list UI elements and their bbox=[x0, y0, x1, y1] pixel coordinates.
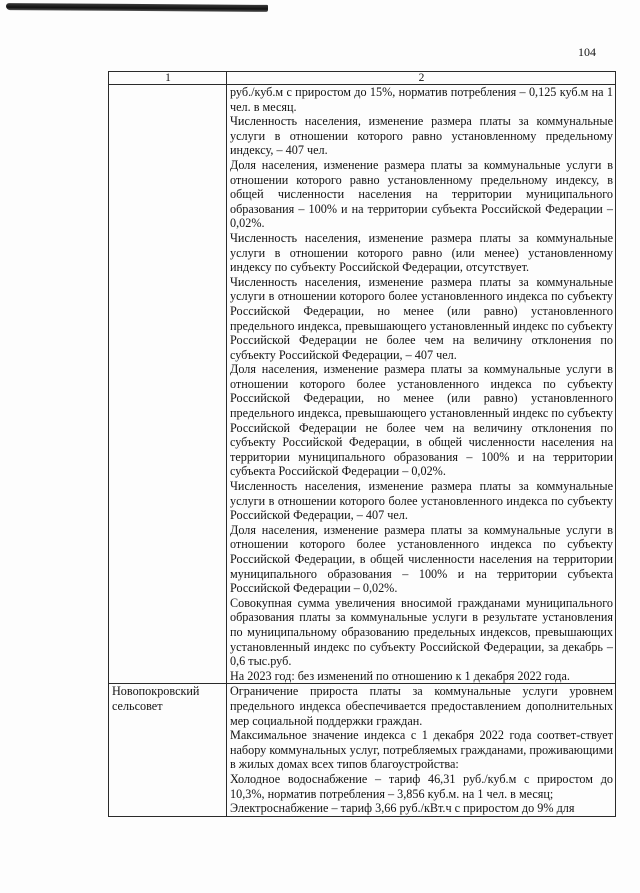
description-cell bbox=[227, 85, 616, 684]
paragraph: Численность населения, изменение размера платы за коммунальные услуги в отношении которого равно установленному предельному индексу, – 407 чел. bbox=[230, 114, 613, 158]
paragraph: Электроснабжение – тариф 3,66 руб./кВт.ч с приростом до 9% для bbox=[230, 801, 575, 816]
district-cell bbox=[109, 85, 227, 684]
description-cell bbox=[227, 684, 616, 816]
paragraph: На 2023 год: без изменений по отношению к 1 декабря 2022 года. bbox=[230, 668, 570, 683]
paragraph: руб./куб.м с приростом до 15%, норматив потребления – 0,125 куб.м на 1 чел. в месяц. bbox=[230, 85, 613, 114]
column-header-1: 1 bbox=[109, 72, 227, 85]
paragraph: Численность населения, изменение размера платы за коммунальные услуги в отношении которого равно (или менее) установленному индексу по субъекту Российской Федерации, отсутствует. bbox=[230, 230, 613, 275]
scan-artifact-mark bbox=[6, 3, 268, 12]
paragraph: Доля населения, изменение размера платы за коммунальные услуги в отношении которого более установленного индекса по субъекту Российской Федерации, но менее (или равно) установленного предельного индекса, превышающего установленный индекс по субъекту Российской Федерации не более чем на величину отклонения по субъекту Российской Федерации, в общей численности населения на территории муниципального образования – 100% и на территории субъекта Российской Федерации – 0,02%. bbox=[230, 362, 613, 479]
paragraph: Доля населения, изменение размера платы за коммунальные услуги в отношении которого более установленного индекса по субъекту Российской Федерации, в общей численности населения на территории муниципального образования – 100% и на территории субъекта Российской Федерации – 0,02%. bbox=[230, 522, 613, 596]
paragraph: Численность населения, изменение размера платы за коммунальные услуги в отношении которого более установленного индекса по субъекту Российской Федерации, – 407 чел. bbox=[230, 479, 613, 523]
paragraph: Холодное водоснабжение – тариф 46,31 руб./куб.м с приростом до 10,3%, норматив потребления – 3,856 куб.м. на 1 чел. в месяц; bbox=[230, 771, 613, 801]
table-row bbox=[109, 85, 616, 684]
paragraph: Численность населения, изменение размера платы за коммунальные услуги в отношении которого более установленного индекса по субъекту Российской Федерации, но менее (или равно) установленного предельного индекса, превышающего установленный индекс по субъекту Российской Федерации не более чем на величину отклонения по субъекту Российской Федерации, – 407 чел. bbox=[230, 274, 613, 362]
document-table bbox=[108, 71, 616, 817]
paragraph: Максимальное значение индекса с 1 декабря 2022 года соответ-ствует набору коммунальных услуг, потребляемых гражданами, проживающими в жилых домах всех типов благоустройства: bbox=[230, 728, 613, 772]
paragraph: Ограничение прироста платы за коммунальные услуги уровнем предельного индекса обеспечивается предоставлением дополнительных мер социальной поддержки граждан. bbox=[230, 684, 613, 728]
paragraph: Совокупная сумма увеличения вносимой гражданами муниципального образования платы за коммунальные услуги в результате установления по муниципальному образованию предельных индексов, превышающих установленный индекс по субъекту Российской Федерации, за декабрь – 0,6 тыс.руб. bbox=[230, 595, 613, 669]
district-cell: Новопокровский сельсовет bbox=[109, 684, 227, 816]
page-number: 104 bbox=[578, 45, 596, 59]
column-header-2: 2 bbox=[227, 72, 616, 85]
table-row bbox=[109, 684, 616, 816]
table-header-row bbox=[109, 72, 616, 85]
paragraph: Доля населения, изменение размера платы за коммунальные услуги в отношении которого равно установленному предельному индексу, в общей численности населения на территории муниципального образования – 100% и на территории субъекта Российской Федерации – 0,02%. bbox=[230, 157, 613, 231]
